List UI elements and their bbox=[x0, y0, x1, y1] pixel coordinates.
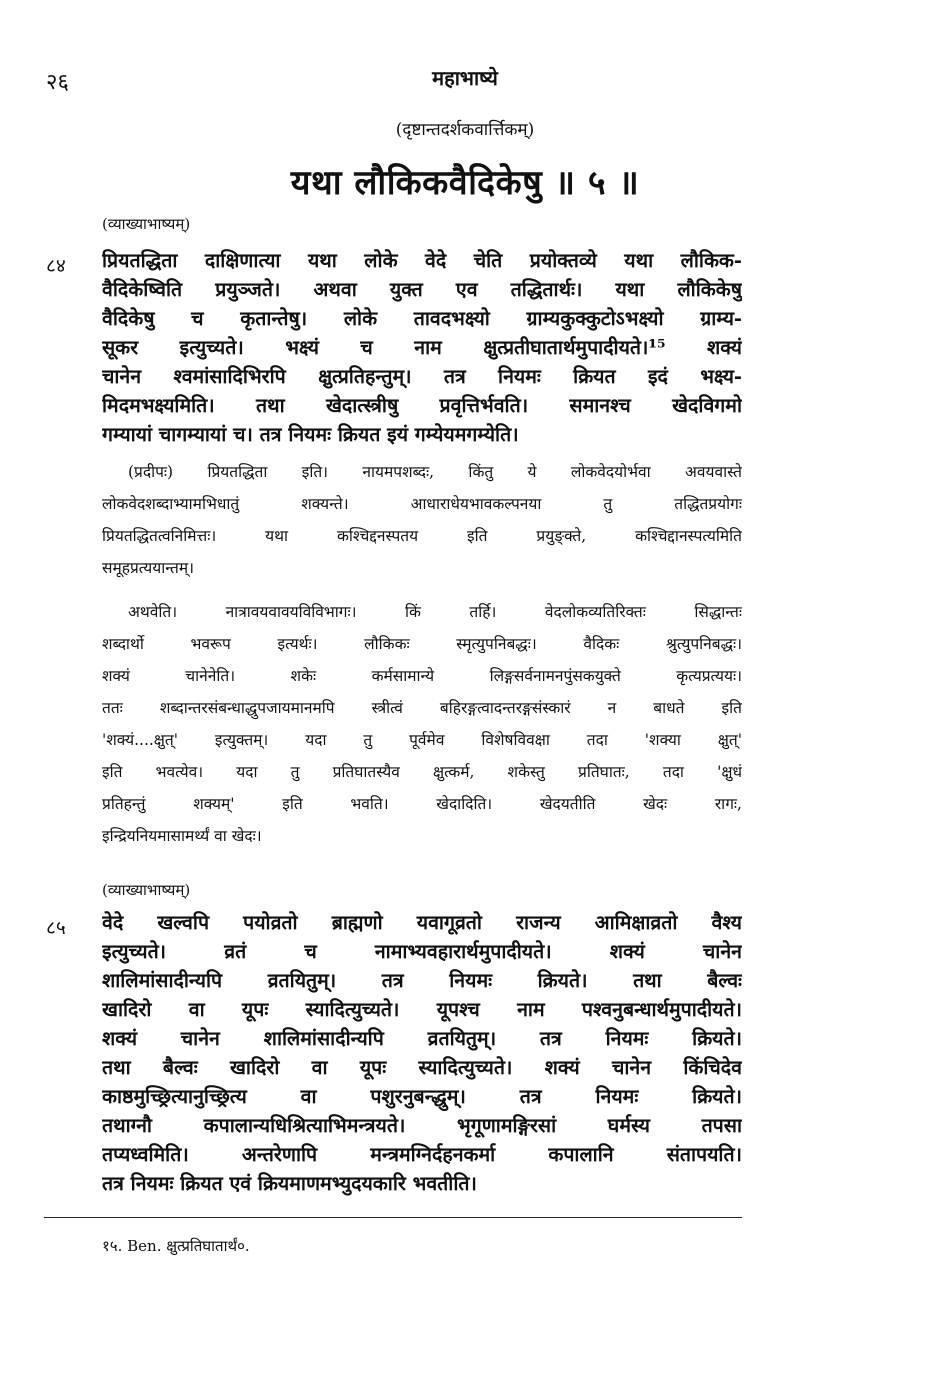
paragraph-number-84: ८४ bbox=[46, 255, 66, 277]
text-line: इति भवत्येव। यदा तु प्रतिघातस्यैव क्षुत्कर्म, शकेस्तु प्रतिघातः, तदा 'क्षुधं bbox=[102, 763, 742, 781]
text-line: मिदमभक्ष्यमिति। तथा खेदात्स्त्रीषु प्रवृत्तिर्भवति। समानश्च खेदविगमो bbox=[102, 394, 742, 417]
text-line: चानेन श्वमांसादिभिरपि क्षुत्प्रतिहन्तुम्। तत्र नियमः क्रियत इदं भक्ष्य- bbox=[102, 365, 742, 388]
text-line: लोकवेदशब्दाभ्यामभिधातुं शक्यन्ते। आधाराधेयभावकल्पनया तु तद्धितप्रयोगः bbox=[102, 495, 742, 513]
footnote: १५. Ben. क्षुत्प्रतिघातार्थं०. bbox=[102, 1237, 250, 1255]
bhashya-block-2 bbox=[102, 908, 742, 1198]
text-line: प्रतिहन्तुं शक्यम्' इति भवति। खेदादिति। खेदयतीति खेदः रागः, bbox=[102, 795, 742, 813]
section-label-2: (व्याख्याभाष्यम्) bbox=[102, 881, 191, 899]
text-line: सूकर इत्युच्यते। भक्ष्यं च नाम क्षुत्प्रतीघातार्थमुपादीयते।¹⁵ शक्यं bbox=[102, 336, 742, 359]
page-number: २६ bbox=[46, 70, 69, 95]
text-line: प्रियतद्धिता दाक्षिणात्या यथा लोके वेदे चेति प्रयोक्तव्ये यथा लौकिक- bbox=[102, 249, 742, 272]
section-subtitle: (दृष्टान्तदर्शकवार्त्तिकम्) bbox=[395, 120, 535, 140]
pradipa-block-1 bbox=[102, 456, 742, 584]
text-line: शब्दार्थो भवरूप इत्यर्थः। लौकिकः स्मृत्युपनिबद्धः। वैदिकः श्रुत्युपनिबद्धः। bbox=[102, 635, 742, 653]
sutra-title: यथा लौकिकवैदिकेषु ॥ ५ ॥ bbox=[290, 163, 640, 203]
text-line: इन्द्रियनियमासामर्थ्यं वा खेदः। bbox=[102, 827, 262, 845]
footnote-divider bbox=[44, 1217, 742, 1218]
text-line: शक्यं चानेनेति। शकेः कर्मसामान्ये लिङ्गसर्वनामनपुंसकयुक्ते कृत्यप्रत्ययः। bbox=[102, 667, 742, 685]
text-line: (प्रदीपः) प्रियतद्धिता इति। नायमपशब्दः, किंतु ये लोकवेदयोर्भवा अवयवास्ते bbox=[128, 463, 742, 481]
text-line: शक्यं चानेन शालिमांसादीन्यपि व्रतयितुम्। तत्र नियमः क्रियते। bbox=[102, 1027, 742, 1050]
text-line: तथाग्नौ कपालान्यधिश्रित्याभिमन्त्रयते। भृगूणामङ्गिरसां घर्मस्य तपसा bbox=[102, 1114, 742, 1137]
text-line: खादिरो वा यूपः स्यादित्युच्यते। यूपश्च नाम पश्वनुबन्धार्थमुपादीयते। bbox=[102, 998, 742, 1021]
text-line: अथवेति। नात्रावयवावयविविभागः। किं तर्हि। वेदलोकव्यतिरिक्तः सिद्धान्तः bbox=[128, 603, 742, 621]
bhashya-block-1 bbox=[102, 246, 742, 449]
text-line: शालिमांसादीन्यपि व्रतयितुम्। तत्र नियमः क्रियते। तथा बैल्वः bbox=[102, 969, 742, 992]
section-label-1: (व्याख्याभाष्यम्) bbox=[102, 215, 191, 233]
text-line: समूहप्रत्ययान्तम्। bbox=[102, 559, 195, 577]
text-line: गम्यायां चागम्यायां च। तत्र नियमः क्रियत इयं गम्येयमगम्येति। bbox=[102, 423, 519, 446]
text-line: वैदिकेषु च कृतान्तेषु। लोके तावदभक्ष्यो ग्राम्यकुक्कुटोऽभक्ष्यो ग्राम्य- bbox=[102, 307, 742, 330]
text-line: इत्युच्यते। व्रतं च नामाभ्यवहारार्थमुपादीयते। शक्यं चानेन bbox=[102, 940, 742, 963]
pradipa-block-2 bbox=[102, 596, 742, 852]
running-title: महाभाष्ये bbox=[432, 66, 498, 90]
paragraph-number-85: ८५ bbox=[46, 917, 66, 939]
text-line: तप्यध्वमिति। अन्तरेणापि मन्त्रमग्निर्दहनकर्मा कपालानि संतापयति। bbox=[102, 1143, 742, 1166]
text-line: वेदे खल्वपि पयोव्रतो ब्राह्मणो यवागूव्रतो राजन्य आमिक्षाव्रतो वैश्य bbox=[102, 911, 742, 934]
text-line: प्रियतद्धितत्वनिमित्तः। यथा कश्चिद्दनस्पतय इति प्रयुङ्क्ते, कश्चिद्दानस्पत्यमिति bbox=[102, 527, 742, 545]
text-line: तथा बैल्वः खादिरो वा यूपः स्यादित्युच्यते। शक्यं चानेन किंचिदेव bbox=[102, 1056, 742, 1079]
text-line: काष्ठमुच्छ्रित्यानुच्छ्रित्य वा पशुरनुबन्द्धुम्। तत्र नियमः क्रियते। bbox=[102, 1085, 742, 1108]
text-line: ततः शब्दान्तरसंबन्धाद्धुपजायमानमपि स्त्रीत्वं बहिरङ्गत्वादन्तरङ्गसंस्कारं न बाधते इति bbox=[102, 699, 742, 717]
text-line: 'शक्यं....क्षुत्' इत्युक्तम्। यदा तु पूर्वमेव विशेषविवक्षा तदा 'शक्या क्षुत्' bbox=[102, 731, 742, 749]
text-line: तत्र नियमः क्रियत एवं क्रियमाणमभ्युदयकारि भवतीति। bbox=[102, 1172, 477, 1195]
text-line: वैदिकेष्विति प्रयुञ्जते। अथवा युक्त एव तद्धितार्थः। यथा लौकिकेषु bbox=[102, 278, 742, 301]
